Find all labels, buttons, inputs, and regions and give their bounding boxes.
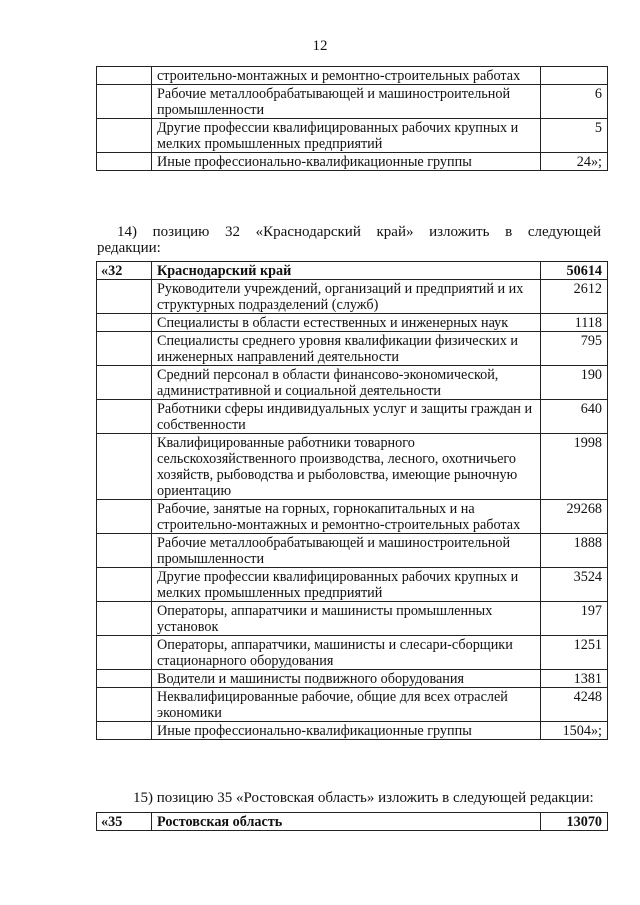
page-number: 12 bbox=[312, 38, 328, 54]
table-row bbox=[97, 153, 608, 171]
table-row bbox=[97, 434, 608, 500]
value-cell: 2612 bbox=[541, 280, 608, 314]
table-row bbox=[97, 332, 608, 366]
table-row bbox=[97, 670, 608, 688]
region-header-row bbox=[97, 813, 608, 831]
value-cell: 29268 bbox=[541, 500, 608, 534]
code-cell bbox=[97, 602, 152, 636]
paragraph-14-continuation: редакции: bbox=[97, 240, 161, 256]
code-cell bbox=[97, 434, 152, 500]
table-row bbox=[97, 280, 608, 314]
paragraph-14: 14) позицию 32 «Краснодарский край» изложить в следующей bbox=[117, 224, 601, 240]
name-cell: Специалисты среднего уровня квалификации физических и инженерных направлений деятельности bbox=[152, 332, 541, 366]
name-cell: Средний персонал в области финансово-экономической, административной и социальной деятельности bbox=[152, 366, 541, 400]
table-rostov bbox=[96, 812, 608, 831]
table-row bbox=[97, 534, 608, 568]
table-continuation bbox=[96, 66, 608, 171]
value-cell: 13070 bbox=[541, 813, 608, 831]
value-cell: 3524 bbox=[541, 568, 608, 602]
value-cell: 1888 bbox=[541, 534, 608, 568]
table-row bbox=[97, 400, 608, 434]
value-cell: 1504»; bbox=[541, 722, 608, 740]
name-cell: Другие профессии квалифицированных рабочих крупных и мелких промышленных предприятий bbox=[152, 568, 541, 602]
code-cell bbox=[97, 153, 152, 171]
value-cell: 1998 bbox=[541, 434, 608, 500]
code-cell bbox=[97, 722, 152, 740]
name-cell: Иные профессионально-квалификационные группы bbox=[152, 722, 541, 740]
name-cell: Иные профессионально-квалификационные группы bbox=[152, 153, 541, 171]
value-cell: 1118 bbox=[541, 314, 608, 332]
table-row bbox=[97, 636, 608, 670]
name-cell: Квалифицированные работники товарного сельскохозяйственного производства, лесного, охотничьего хозяйств, рыбоводства и рыболовства, имеющие рыночную ориентацию bbox=[152, 434, 541, 500]
value-cell: 24»; bbox=[541, 153, 608, 171]
table-row bbox=[97, 602, 608, 636]
name-cell: Другие профессии квалифицированных рабочих крупных и мелких промышленных предприятий bbox=[152, 119, 541, 153]
name-cell: Операторы, аппаратчики, машинисты и слесари-сборщики стационарного оборудования bbox=[152, 636, 541, 670]
table-krasnodar bbox=[96, 261, 608, 740]
value-cell: 640 bbox=[541, 400, 608, 434]
code-cell bbox=[97, 314, 152, 332]
code-cell bbox=[97, 366, 152, 400]
name-cell: Рабочие металлообрабатывающей и машиностроительной промышленности bbox=[152, 85, 541, 119]
code-cell bbox=[97, 119, 152, 153]
code-cell bbox=[97, 568, 152, 602]
value-cell: 4248 bbox=[541, 688, 608, 722]
code-cell: «35 bbox=[97, 813, 152, 831]
table-row bbox=[97, 85, 608, 119]
code-cell bbox=[97, 67, 152, 85]
value-cell bbox=[541, 67, 608, 85]
code-cell bbox=[97, 534, 152, 568]
code-cell: «32 bbox=[97, 262, 152, 280]
value-cell: 6 bbox=[541, 85, 608, 119]
value-cell: 1381 bbox=[541, 670, 608, 688]
value-cell: 197 bbox=[541, 602, 608, 636]
region-header-row bbox=[97, 262, 608, 280]
table-row bbox=[97, 366, 608, 400]
table-row bbox=[97, 119, 608, 153]
code-cell bbox=[97, 636, 152, 670]
name-cell: Операторы, аппаратчики и машинисты промышленных установок bbox=[152, 602, 541, 636]
value-cell: 50614 bbox=[541, 262, 608, 280]
code-cell bbox=[97, 85, 152, 119]
name-cell: строительно-монтажных и ремонтно-строительных работах bbox=[152, 67, 541, 85]
name-cell: Специалисты в области естественных и инженерных наук bbox=[152, 314, 541, 332]
value-cell: 5 bbox=[541, 119, 608, 153]
code-cell bbox=[97, 332, 152, 366]
value-cell: 1251 bbox=[541, 636, 608, 670]
code-cell bbox=[97, 670, 152, 688]
name-cell: Водители и машинисты подвижного оборудования bbox=[152, 670, 541, 688]
code-cell bbox=[97, 688, 152, 722]
table-row bbox=[97, 67, 608, 85]
paragraph-15: 15) позицию 35 «Ростовская область» изложить в следующей редакции: bbox=[133, 790, 594, 806]
name-cell: Руководители учреждений, организаций и предприятий и их структурных подразделений (служб) bbox=[152, 280, 541, 314]
table-row bbox=[97, 722, 608, 740]
name-cell: Рабочие металлообрабатывающей и машиностроительной промышленности bbox=[152, 534, 541, 568]
value-cell: 190 bbox=[541, 366, 608, 400]
table-row bbox=[97, 568, 608, 602]
name-cell: Краснодарский край bbox=[152, 262, 541, 280]
code-cell bbox=[97, 400, 152, 434]
name-cell: Ростовская область bbox=[152, 813, 541, 831]
name-cell: Работники сферы индивидуальных услуг и защиты граждан и собственности bbox=[152, 400, 541, 434]
name-cell: Рабочие, занятые на горных, горнокапитальных и на строительно-монтажных и ремонтно-строительных работах bbox=[152, 500, 541, 534]
code-cell bbox=[97, 280, 152, 314]
value-cell: 795 bbox=[541, 332, 608, 366]
table-row bbox=[97, 314, 608, 332]
code-cell bbox=[97, 500, 152, 534]
table-row bbox=[97, 688, 608, 722]
name-cell: Неквалифицированные рабочие, общие для всех отраслей экономики bbox=[152, 688, 541, 722]
table-row bbox=[97, 500, 608, 534]
